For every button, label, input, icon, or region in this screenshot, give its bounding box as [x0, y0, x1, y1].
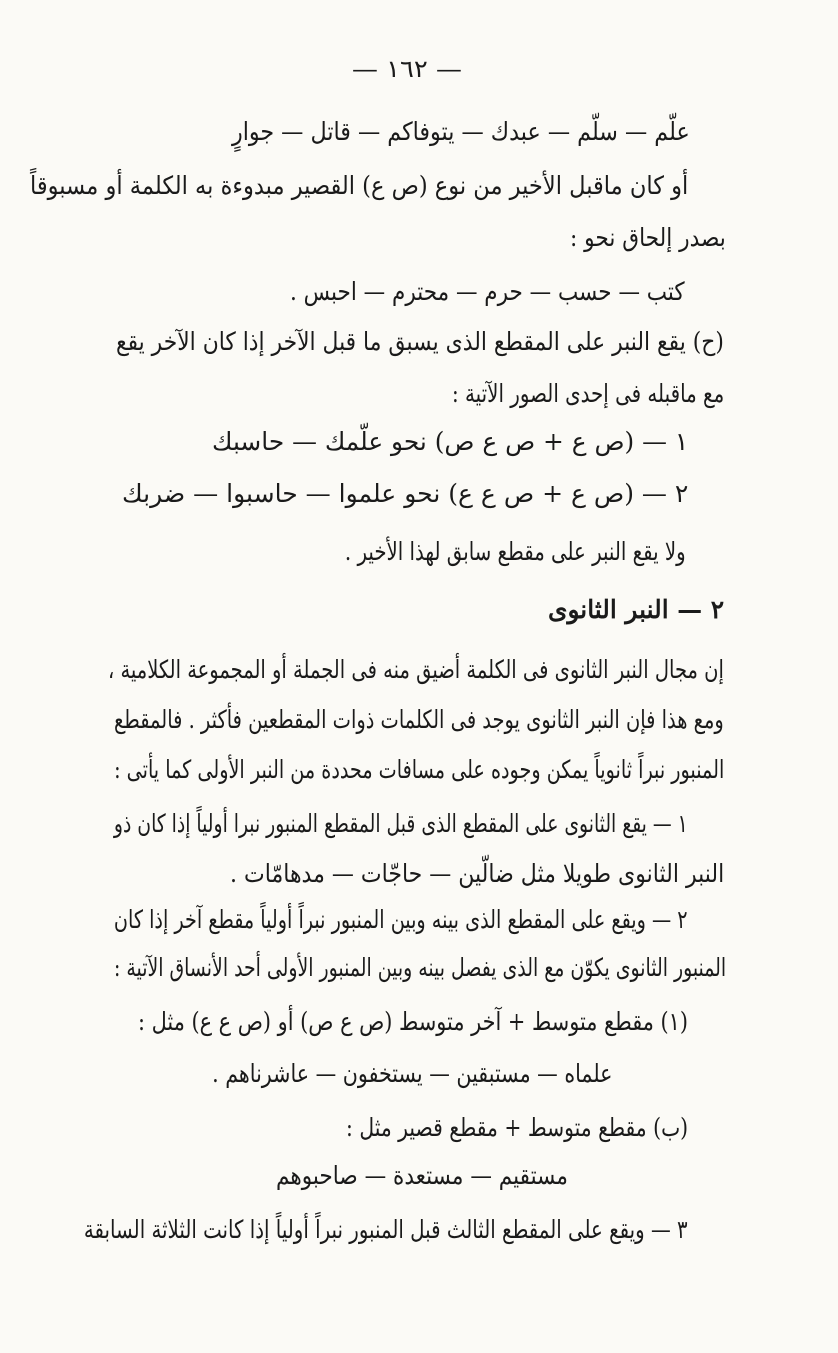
text-line: المنبور الثانوى يكوّن مع الذى يفصل بينه وبين المنبور الأولى أحد الأنساق الآتية :	[113, 953, 726, 982]
text-line: علّم — سلّم — عبدك — يتوفاكم — قاتل — جوارٍ	[232, 117, 690, 146]
text-line: (ب) مقطع متوسط + مقطع قصير مثل :	[345, 1113, 688, 1142]
section-heading: ٢ — النبر الثانوى	[547, 595, 724, 624]
text-line: ومع هذا فإن النبر الثانوى يوجد فى الكلمات ذوات المقطعين فأكثر . فالمقطع	[114, 705, 724, 734]
text-line: بصدر إلحاق نحو :	[570, 223, 726, 252]
text-line: مع ماقبله فى إحدى الصور الآتية :	[451, 379, 724, 408]
page-number: — ١٦٢ —	[352, 55, 462, 83]
text-line: (ح) يقع النبر على المقطع الذى يسبق ما قبل الآخر إذا كان الآخر يقع	[116, 327, 724, 356]
text-line: مستقيم — مستعدة — صاحبوهم	[276, 1161, 568, 1190]
text-line: علماه — مستبقين — يستخفون — عاشرناهم .	[211, 1059, 612, 1088]
text-line: ٢ — (ص ع + ص ع ع) نحو علموا — حاسبوا — ضربك	[121, 479, 688, 508]
text-line: (١) مقطع متوسط + آخر متوسط (ص ع ص) أو (ص ع ع) مثل :	[137, 1007, 688, 1036]
text-line: ولا يقع النبر على مقطع سابق لهذا الأخير .	[345, 537, 686, 566]
text-line: ١ — يقع الثانوى على المقطع الذى قبل المقطع المنبور نبرا أولياً إذا كان ذو	[114, 809, 688, 838]
text-line: ٢ — ويقع على المقطع الذى بينه وبين المنبور نبراً أولياً مقطع آخر إذا كان	[114, 905, 688, 934]
text-line: كتب — حسب — حرم — محترم — احبس .	[290, 277, 685, 306]
text-line: المنبور نبراً ثانوياً يمكن وجوده على مسافات محددة من النبر الأولى كما يأتى :	[113, 755, 724, 784]
text-line: أو كان ماقبل الأخير من نوع (ص ع) القصير مبدوءة به الكلمة أو مسبوقاً	[29, 171, 688, 200]
text-line: ٣ — ويقع على المقطع الثالث قبل المنبور نبراً أولياً إذا كانت الثلاثة السابقة	[84, 1215, 688, 1244]
text-line: إن مجال النبر الثانوى فى الكلمة أضيق منه فى الجملة أو المجموعة الكلامية ،	[108, 655, 724, 684]
text-line: ١ — (ص ع + ص ع ص) نحو علّمك — حاسبك	[211, 427, 688, 456]
text-line: النبر الثانوى طويلا مثل ضالّين — حاجّات — مدهامّات .	[229, 859, 724, 888]
